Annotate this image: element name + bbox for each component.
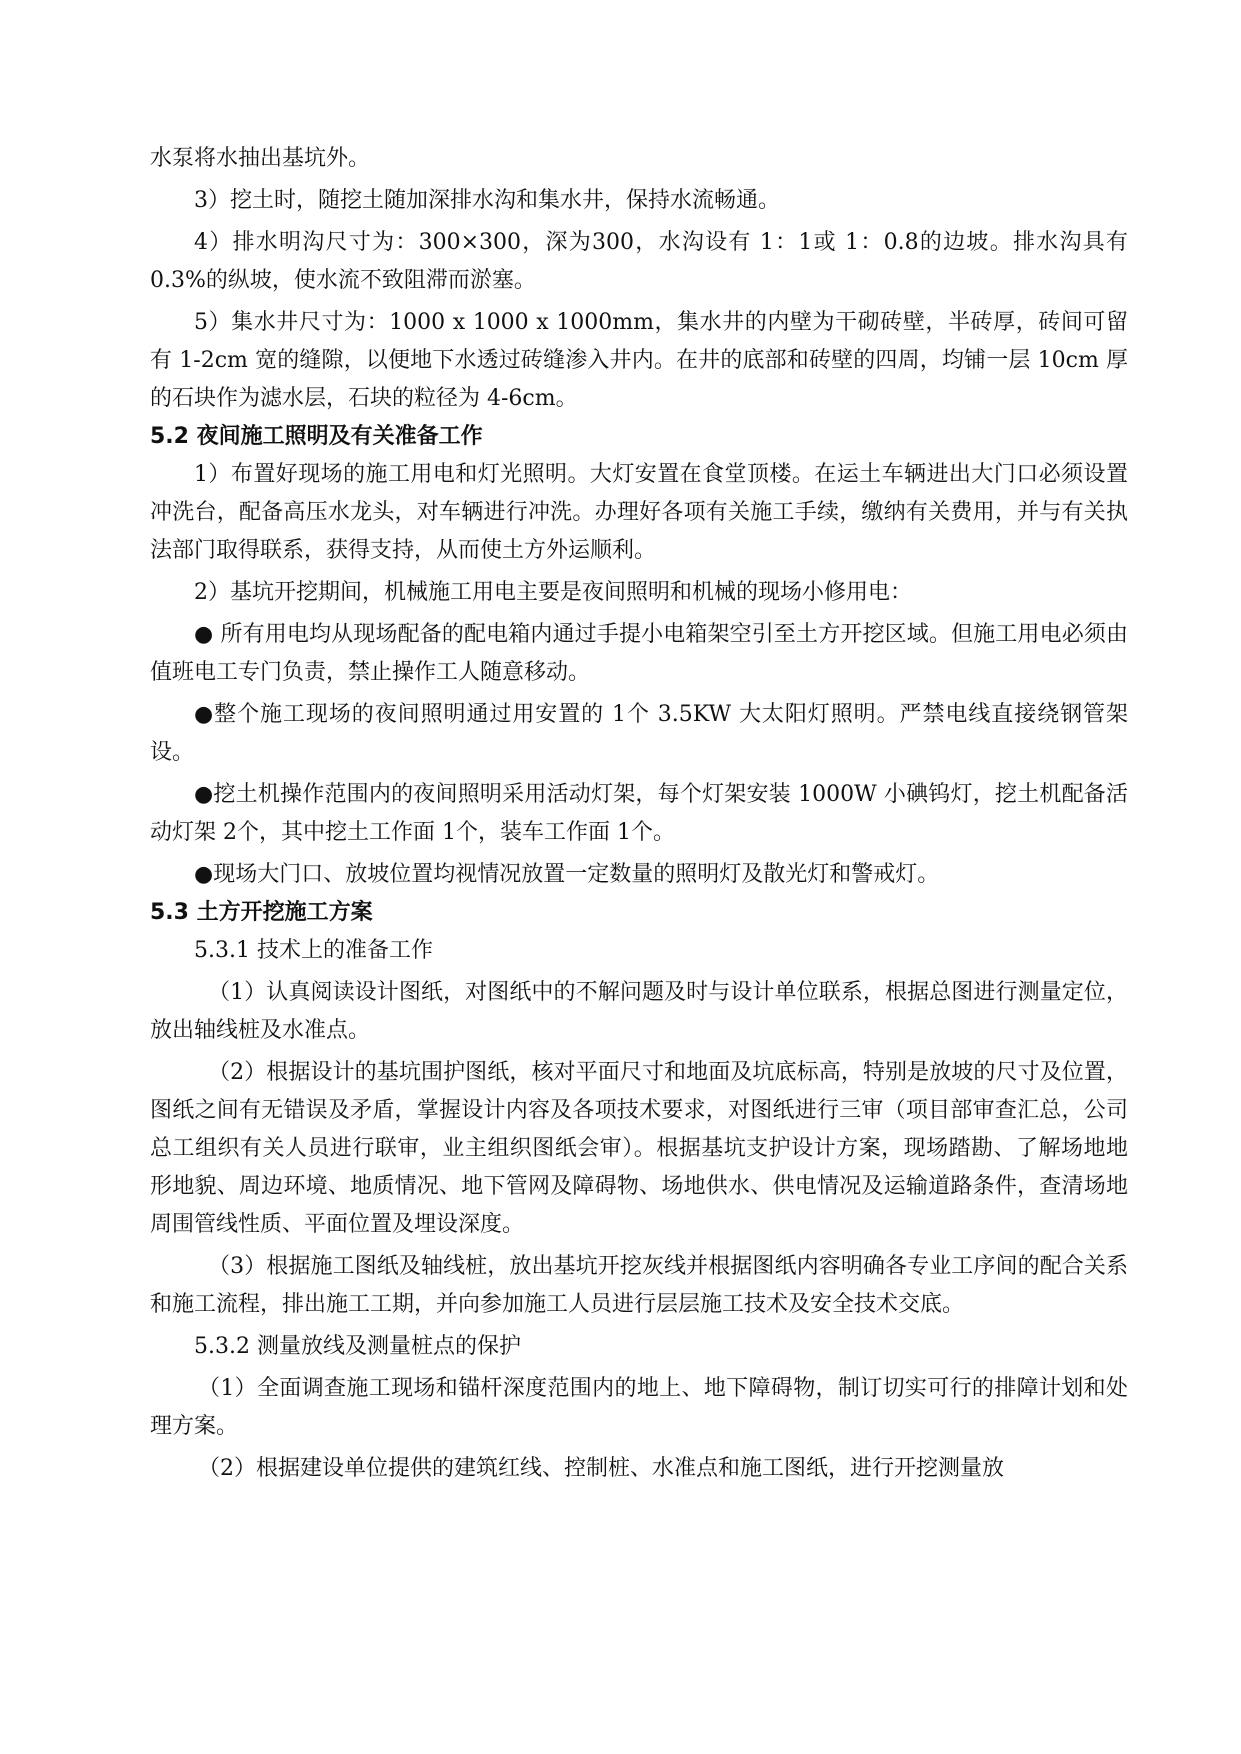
subsection-heading-5-3-2: 5.3.2 测量放线及测量桩点的保护 (194, 1334, 521, 1359)
paragraph-lighting-1: 1）布置好现场的施工用电和灯光照明。大灯安置在食堂顶楼。在运土车辆进出大门口必须设置冲洗台，配备高压水龙头，对车辆进行冲洗。办理好各项有关施工手续，缴纳有关费用，并与有关执法部门取得联系，获得支持，从而使土方外运顺利。 (150, 462, 1128, 563)
section-heading-5-2: 5.2 夜间施工照明及有关准备工作 (150, 424, 483, 449)
paragraph-item-4: 4）排水明沟尺寸为：300×300，深为300，水沟设有 1：1或 1：0.8的边坡。排水沟具有 0.3%的纵坡，使水流不致阻滞而淤塞。 (150, 230, 1128, 293)
paragraph-tech-2: （2）根据设计的基坑围护图纸，核对平面尺寸和地面及坑底标高，特别是放坡的尺寸及位置，图纸之间有无错误及矛盾，掌握设计内容及各项技术要求，对图纸进行三审（项目部审查汇总，公司总工组织有关人员进行联审，业主组织图纸会审）。根据基坑支护设计方案，现场踏勘、了解场地地形地貌、周边环境、地质情况、地下管网及障碍物、场地供水、供电情况及运输道路条件，查清场地周围管线性质、平面位置及埋设深度。 (150, 1060, 1128, 1237)
subsection-heading-5-3-1: 5.3.1 技术上的准备工作 (194, 938, 433, 963)
bullet-item-4: ●现场大门口、放坡位置均视情况放置一定数量的照明灯及散光灯和警戒灯。 (194, 862, 940, 887)
section-heading-5-3: 5.3 土方开挖施工方案 (150, 900, 373, 925)
paragraph-pump: 水泵将水抽出基坑外。 (150, 146, 371, 171)
paragraph-tech-3: （3）根据施工图纸及轴线桩，放出基坑开挖灰线并根据图纸内容明确各专业工序间的配合关系和施工流程，排出施工工期，并向参加施工人员进行层层施工技术及安全技术交底。 (150, 1254, 1128, 1317)
paragraph-item-5: 5）集水井尺寸为：1000 x 1000 x 1000mm，集水井的内壁为干砌砖壁，半砖厚，砖间可留有 1-2cm 宽的缝隙，以便地下水透过砖缝渗入井内。在井的底部和砖壁的四周，均铺一层 10cm 厚的石块作为滤水层，石块的粒径为 4-6cm。 (150, 310, 1128, 411)
bullet-item-1: ● 所有用电均从现场配备的配电箱内通过手提小电箱架空引至土方开挖区域。但施工用电必须由值班电工专门负责，禁止操作工人随意移动。 (150, 622, 1128, 685)
document-body (150, 140, 1128, 1488)
paragraph-survey-1: （1）全面调查施工现场和锚杆深度范围内的地上、地下障碍物，制订切实可行的排障计划和处理方案。 (150, 1376, 1128, 1439)
bullet-item-2: ●整个施工现场的夜间照明通过用安置的 1个 3.5KW 大太阳灯照明。严禁电线直接绕钢管架设。 (150, 702, 1128, 765)
paragraph-survey-2: （2）根据建设单位提供的建筑红线、控制桩、水准点和施工图纸，进行开挖测量放 (198, 1456, 1004, 1481)
paragraph-lighting-2: 2）基坑开挖期间，机械施工用电主要是夜间照明和机械的现场小修用电： (194, 580, 912, 605)
paragraph-tech-1: （1）认真阅读设计图纸，对图纸中的不解问题及时与设计单位联系，根据总图进行测量定位，放出轴线桩及水准点。 (150, 980, 1128, 1043)
bullet-item-3: ●挖土机操作范围内的夜间照明采用活动灯架，每个灯架安装 1000W 小碘钨灯，挖土机配备活动灯架 2个，其中挖土工作面 1个，装车工作面 1个。 (150, 782, 1128, 845)
paragraph-item-3: 3）挖土时，随挖土随加深排水沟和集水井，保持水流畅通。 (194, 188, 780, 213)
